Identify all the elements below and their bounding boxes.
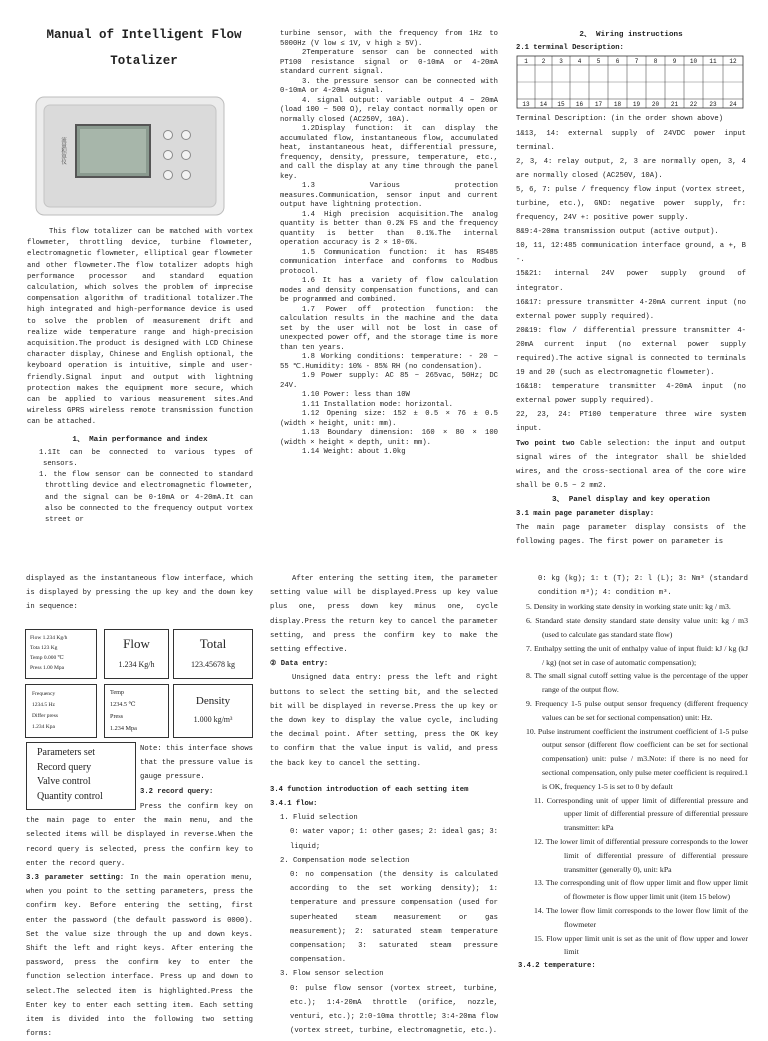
temp-press-line: Press xyxy=(110,713,124,720)
flow-value: 1.234 Kg/h xyxy=(118,660,155,669)
temp-press-line: 1.234 Mpa xyxy=(110,725,137,732)
temp-press-line: 1234.5 ℃ xyxy=(110,701,136,708)
total-title: Total xyxy=(199,636,227,651)
svg-text:18: 18 xyxy=(613,101,622,109)
svg-text:24: 24 xyxy=(729,101,737,109)
display-box-frequency xyxy=(25,684,97,738)
list-item: 11. Corresponding unit of upper limit of differential pressure and upper limit of differential pressure of differential pressure transmitter: kPa xyxy=(534,795,748,833)
svg-text:4: 4 xyxy=(577,58,582,66)
display-box-flow xyxy=(104,629,169,679)
terminal-16-17: 16&17: pressure transmitter 4-20mA current input (no external power supply required). xyxy=(516,298,746,321)
column-bottom-left xyxy=(26,800,253,1039)
svg-text:11: 11 xyxy=(709,58,717,66)
display-box-total xyxy=(173,629,253,679)
summary-line: Flow 1.234 Kg/h xyxy=(30,635,68,641)
summary-line: Tota 123 Kg xyxy=(30,645,58,651)
precision-text: 1.4 High precision acquisition.The analog quantity is better than 0.2% FS and the frequency quantity is better than 0.1%.The internal operation accuracy is 2 × 10-6%. xyxy=(280,210,498,247)
fluid-selection: 1. Fluid selection xyxy=(280,814,358,823)
power-off-text: 1.7 Power off protection function: the calculation results in the machine and the data set by the user will not be lost in case of unexpected power off, and the storage time is more than ten years. xyxy=(280,305,498,352)
display-box-density xyxy=(173,684,253,738)
list-item: 14. The lower flow limit corresponds to the lower flow limit of the flowmeter xyxy=(534,905,748,929)
svg-text:12: 12 xyxy=(729,58,737,66)
column-top-middle xyxy=(280,30,498,500)
sensor-frequency-text: turbine sensor, with the frequency from 1Hz to 5000Hz (V low ≤ 1V, v high ≥ 5V). xyxy=(280,30,498,48)
frequency-line: Differ press xyxy=(32,713,59,719)
svg-text:16: 16 xyxy=(575,101,584,109)
terminal-text xyxy=(516,112,746,549)
menu-item-parameters-set: Parameters set xyxy=(37,747,96,758)
summary-line: Press 1.00 Mpa xyxy=(30,665,65,671)
flow-sensor-options: 0: pulse flow sensor (vortex street, turbine, etc.); 1:4-20mA throttle (orifice, nozzle, venturi, etc.); 2:0-10ma throttle; 3:4-20ma flow (vortex street, turbine, electromagnetic, etc.). xyxy=(290,984,498,1036)
fluid-options: 0: water vapor; 1: other gases; 2: ideal gas; 3: liquid; xyxy=(290,828,498,851)
parameter-setting-heading: 3.3 parameter setting: xyxy=(26,874,125,883)
setting-items-heading: 3.4 function introduction of each setting item xyxy=(270,785,469,794)
boundary-dimension-text: 1.13 Boundary dimension: 160 × 80 × 100 (width × height × depth, unit: mm). xyxy=(280,429,498,447)
svg-text:5: 5 xyxy=(596,58,601,66)
flow-heading: 3.4.1 flow: xyxy=(270,800,318,809)
weight-text: 1.14 Weight: about 1.0kg xyxy=(302,448,406,456)
terminal-8-9: 8&9:4-20ma transmission output (active output). xyxy=(516,228,719,237)
setting-item-list xyxy=(518,600,748,959)
title-line-2: Totalizer xyxy=(110,54,178,68)
svg-text:23: 23 xyxy=(709,101,717,109)
list-item: 12. The lower limit of differential pressure corresponds to the lower limit of differential pressure of differential pressure transmitter (generally 0), unit: kPa xyxy=(534,836,748,874)
power-text: 1.10 Power: less than 10W xyxy=(302,391,410,399)
record-query-intro xyxy=(140,785,253,799)
terminal-20-19: 20&19: flow / differential pressure transmitter 4-20mA current input (no external power supply required).The active signal is connected to terminals 19 and 20 (such as electromagnetic flowmeter). xyxy=(516,326,746,378)
data-entry-text: Unsigned data entry: press the left and right buttons to select the setting bit, and the selected bit will be displayed in reverse.Press the up key or the down key to display the value cycle, including the decimal point. After setting, press the OK key to confirm that the value input is valid, and press the back key to cancel the setting. xyxy=(270,674,498,768)
density-title: Density xyxy=(195,695,231,707)
frequency-line: 1.234 Kpa xyxy=(32,724,55,730)
heading-main-performance: 1、 Main performance and index xyxy=(72,435,208,444)
main-page-text: The main page parameter display consists of the following pages. The first power on parameter is xyxy=(516,524,746,547)
temp-press-line: Temp xyxy=(110,689,124,696)
menu-item-record-query: Record query xyxy=(37,761,92,773)
terminal-2-3-4: 2, 3, 4: relay output, 2, 3 are normally open, 3, 4 are normally closed (AC250V, 10A). xyxy=(516,157,746,180)
list-item: 9. Frequency 1-5 pulse output sensor frequency (different frequency values can be set for sectional compensation) unit: Hz. xyxy=(526,698,748,722)
heading-terminal-description: 2.1 terminal Description: xyxy=(516,44,624,53)
list-item: 7. Enthalpy setting the unit of enthalpy value of input fluid: kJ / kg (kJ / kg) (not set in case of automatic compensation); xyxy=(526,643,748,667)
menu-item-valve-control: Valve control xyxy=(37,776,91,787)
signal-output-text: 4. signal output: variable output 4 ~ 20mA (load 100 ~ 500 Ω), relay contact normally open or normally closed (AC250V, 10A). xyxy=(280,96,498,124)
svg-text:1: 1 xyxy=(524,58,528,66)
svg-text:9: 9 xyxy=(672,58,677,66)
menu-item-quantity-control: Quantity control xyxy=(37,790,103,802)
device-label: 流量积算仪 xyxy=(60,137,66,165)
list-item: 8. The small signal cutoff setting value is the percentage of the upper range of the output flow. xyxy=(526,671,748,695)
cable-selection-text: Cable selection: the input and output signal wires of the integrator shall be shielded wires, and the cross-sectional area of the core wire shall be 0.5 ~ 2 mm2. xyxy=(516,439,746,490)
terminal-10-11-12: 10, 11, 12:485 communication interface ground, a +, B -. xyxy=(516,242,746,265)
terminal-diagram xyxy=(516,55,744,109)
protection-text: 1.3 Various protection measures.Communication, sensor input and current output have lightning protection. xyxy=(280,182,498,209)
terminal-1-13-14: 1&13, 14: external supply of 24VDC power input terminal. xyxy=(516,129,746,152)
installation-text: 1.11 Installation mode: horizontal. xyxy=(302,400,453,409)
svg-text:8: 8 xyxy=(653,58,658,66)
compensation-selection: 2. Compensation mode selection xyxy=(280,856,410,865)
cable-selection xyxy=(516,437,746,493)
total-value: 123.45678 kg xyxy=(191,660,235,669)
column-bottom-right xyxy=(518,572,748,1024)
communication-text: 1.5 Communication function: it has RS485 communication interface and conforms to Modbus protocol. xyxy=(280,248,498,276)
list-item: 6. Standard state density standard state density value unit: kg / m3 (used to calculate gas standard state flow) xyxy=(526,616,748,639)
svg-text:21: 21 xyxy=(670,101,679,109)
flow-sensor-selection: 3. Flow sensor selection xyxy=(280,970,384,979)
density-value: 1.000 kg/m³ xyxy=(193,715,233,724)
pressure-note: Note: this interface shows that the pressure value is gauge pressure. xyxy=(140,745,253,782)
column-bottom-middle xyxy=(270,572,498,1036)
list-item: 15. Flow upper limit unit is set as the unit of flow upper and lower limit xyxy=(534,933,748,957)
display-function-text: 1.2Display function: it can display the accumulated flow, instantaneous flow, accumulated heat, instantaneous heat, differential pressure, frequency, density, pressure, temperature, etc., and call the display at any time through the panel key. xyxy=(280,125,498,181)
column-top-right xyxy=(516,30,746,547)
svg-text:6: 6 xyxy=(615,58,620,66)
item-1: 1. the flow sensor can be connected to standard throttling device and electromagnetic flowmeter, and the signal can be 0-10mA or 4-20mA.It can also be connected to the frequency output vortex street or xyxy=(39,471,253,525)
list-item: 5. Density in working state density in working state unit: kg / m3. xyxy=(526,602,731,612)
list-item: 13. The corresponding unit of flow upper limit and flow upper limit of flowmeter is flow upper limit unit (item 15 below) xyxy=(534,878,748,902)
totalizer-device-photo xyxy=(34,95,226,217)
summary-line: Temp 0.000 ℃ xyxy=(30,655,64,661)
temperature-sensor-text: 2Temperature sensor can be connected with PT100 resistance signal or 0-10mA or 4-20mA standard current signal. xyxy=(280,49,498,76)
opening-size-text: 1.12 Opening size: 152 ± 0.5 × 76 ± 0.5 (width × height, unit: mm). xyxy=(280,410,498,428)
svg-text:22: 22 xyxy=(689,101,698,109)
svg-text:13: 13 xyxy=(522,101,530,109)
temperature-heading: 3.4.2 temperature: xyxy=(518,962,596,971)
record-query-heading: 3.2 record query: xyxy=(140,787,214,796)
pressure-sensor-text: 3. the pressure sensor can be connected with 0-10mA or 4-20mA signal. xyxy=(280,77,498,95)
svg-text:15: 15 xyxy=(557,101,565,109)
title-line-1: Manual of Intelligent Flow xyxy=(46,28,242,42)
terminal-15-21: 15&21: internal 24V power supply ground of integrator. xyxy=(516,270,746,293)
terminal-22-23-24: 22, 23, 24: PT100 temperature three wire system input. xyxy=(516,411,746,434)
parameter-setting-text: In the main operation menu, when you point to the setting parameters, press the confirm key. Before entering the setting, first enter the password (the default password is 0000). Set the value size through the up and down keys. Shift the left and right keys. After entering the password, press the confirm key to enter the function selection interface. Press up and down to select.The selected item is highlighted.Press the Enter key to enter each setting item. Each setting item is divided into the following two setting forms: xyxy=(26,874,253,1039)
svg-text:10: 10 xyxy=(689,58,698,66)
setting-value-text: After entering the setting item, the parameter setting value will be displayed.Press up key value plus one, press down key minus one, cycle display.Press the return key to cancel the parameter setting, and press the confirm key to make the setting effective. xyxy=(270,575,498,655)
heading-wiring: 2、 Wiring instructions xyxy=(579,31,683,39)
frequency-line: Frequency xyxy=(32,691,56,697)
power-supply-text: 1.9 Power supply: AC 85 ~ 265vac, 50Hz; DC 24V. xyxy=(280,372,498,390)
document-title xyxy=(30,22,258,74)
heading-main-page-display: 3.1 main page parameter display: xyxy=(516,510,655,519)
terminal-intro: Terminal Description: (in the order shown above) xyxy=(516,115,724,124)
item-1-1: 1.1It can be connected to various types of sensors. xyxy=(39,448,253,469)
svg-text:14: 14 xyxy=(539,101,548,109)
cable-selection-label: Two point two xyxy=(516,439,575,448)
terminal-16-18: 16&18: temperature transmitter 4-20mA input (no external power supply required). xyxy=(516,383,746,406)
terminal-5-6-7: 5, 6, 7: pulse / frequency flow input (vortex street, turbine, etc.), GND: negative power supply, fr: frequency, 24V +: positive power supply. xyxy=(516,185,746,223)
frequency-line: 1234.5 Hz xyxy=(32,702,55,708)
display-box-temp-press xyxy=(104,684,169,738)
intro-block xyxy=(27,227,253,525)
svg-text:7: 7 xyxy=(634,58,639,66)
working-conditions-text: 1.8 Working conditions: temperature: - 20 ~ 55 ℃.Humidity: 10% - 85% RH (no condensation). xyxy=(280,353,498,371)
unit-options: 0: kg (kg); 1: t (T); 2: l (L); 3: Nm³ (standard condition m³); 4: condition m³. xyxy=(538,575,748,598)
list-item: 10. Pulse instrument coefficient the instrument coefficient of 1-5 pulse output sensor (different flow coefficient can be set for sectional compensation) unit: pulse / m3.Note: if there is no need for sectional compensation, only pulse meter coefficient is required.1 is OK, frequency 1-5 is set to 0 by default xyxy=(526,726,748,791)
data-entry-heading: ② Data entry: xyxy=(270,660,329,669)
svg-text:20: 20 xyxy=(651,101,660,109)
svg-text:19: 19 xyxy=(632,101,641,109)
compensation-options: 0: no compensation (the density is calculated according to the set working density); 1: temperature and pressure compensation (used for superheated steam measurement or gas measurement); 2: saturated steam temperature compensation; 3: saturated steam pressure compensation. xyxy=(290,871,498,965)
intro-paragraph: This flow totalizer can be matched with vortex flowmeter, throttling device, turbine flowmeter, electromagnetic flowmeter, elliptical gear flowmeter and other flowmeter.The flow totalizer adopts high performance processor and standard equation calculation, which solves the problem of imprecise compensation algorithm of traditional totalizer.The high integrated and high-performance device is used to solve the problem of measurement drift and realize wide temperature range and high-precision acquisition.The product is designed with LCD Chinese character display, Chinese and English optional, the keyboard operation is intuitive, simple and user-friendly.Signal input and output with lightning protection makes the equipment more secure, which can be applied to various measurement sites.And wireless GPRS wireless remote transmission function can be attached. xyxy=(27,228,253,427)
column-bottom-left-intro xyxy=(26,572,253,622)
parameter-setting xyxy=(26,871,253,1041)
flow-title: Flow xyxy=(123,636,150,651)
calculation-modes-text: 1.6 It has a variety of flow calculation modes and density compensation functions, and can be programmed and combined. xyxy=(280,277,498,304)
svg-text:3: 3 xyxy=(559,58,563,66)
display-box-summary xyxy=(25,629,97,679)
record-query-text: Press the confirm key on the main page to enter the main menu, and the selected items will be displayed in reverse.When the record query is selected, press the confirm key to enter the record query. xyxy=(26,803,253,868)
svg-text:17: 17 xyxy=(594,101,603,109)
heading-panel-display: 3、 Panel display and key operation xyxy=(552,495,710,504)
instantaneous-flow-text: displayed as the instantaneous flow interface, which is displayed by pressing the up key and the down key in sequence: xyxy=(26,575,253,612)
svg-text:2: 2 xyxy=(541,58,546,66)
